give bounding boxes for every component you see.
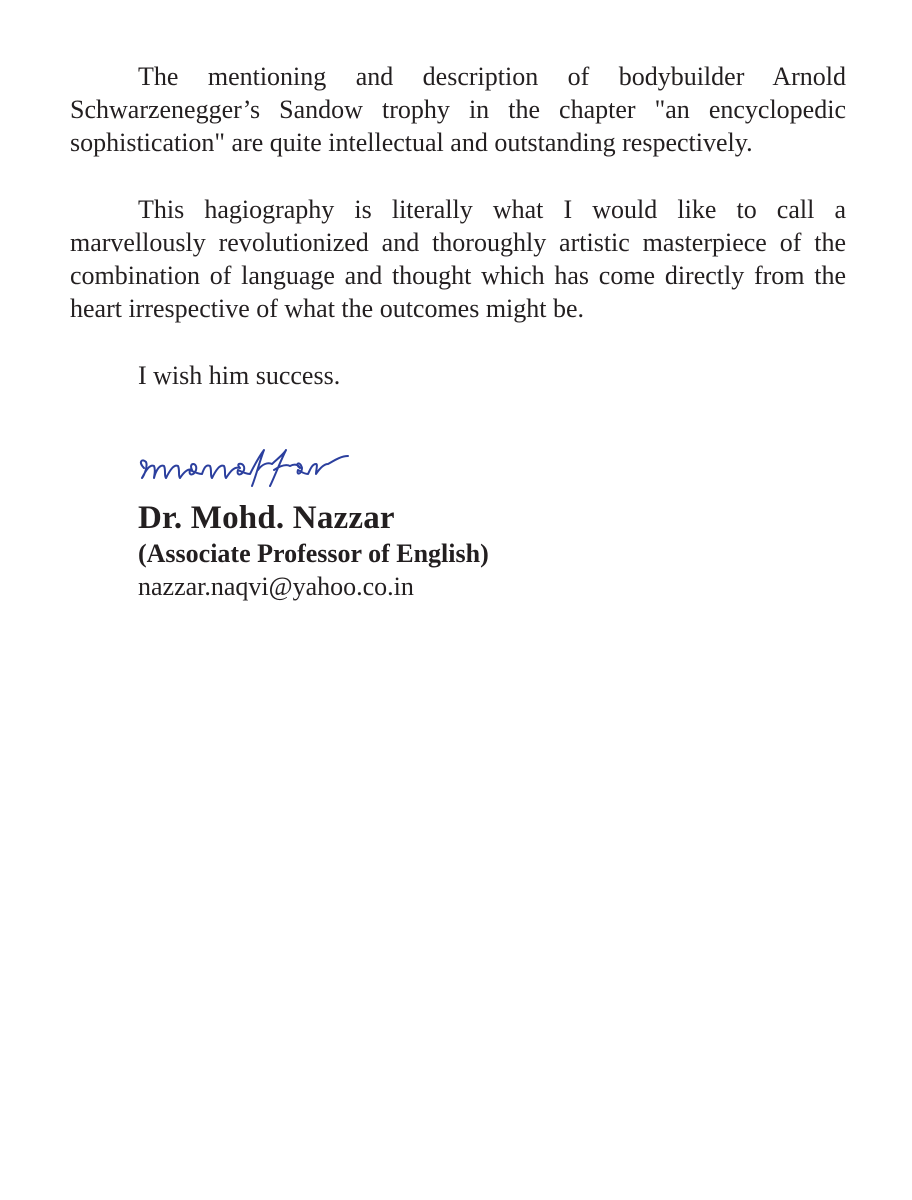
- author-name: Dr. Mohd. Nazzar: [138, 500, 395, 536]
- letter-body: [70, 60, 846, 392]
- author-signoff: [138, 498, 489, 604]
- author-title: (Associate Professor of English): [138, 539, 489, 568]
- paragraph-hagiography: This hagiography is literally what I would like to call a marvellously revolutionized and thoroughly artistic masterpiece of the combination of language and thought which has come directly from the heart irrespective of what the outcomes might be.: [70, 195, 846, 323]
- handwritten-signature: [134, 440, 384, 490]
- closing-wish: I wish him success.: [138, 361, 341, 390]
- paragraph-sandow-trophy: The mentioning and description of bodybuilder Arnold Schwarzenegger’s Sandow trophy in the chapter "an encyclopedic sophistication" are quite intellectual and outstanding respectively.: [70, 62, 846, 157]
- author-email: nazzar.naqvi@yahoo.co.in: [138, 572, 414, 601]
